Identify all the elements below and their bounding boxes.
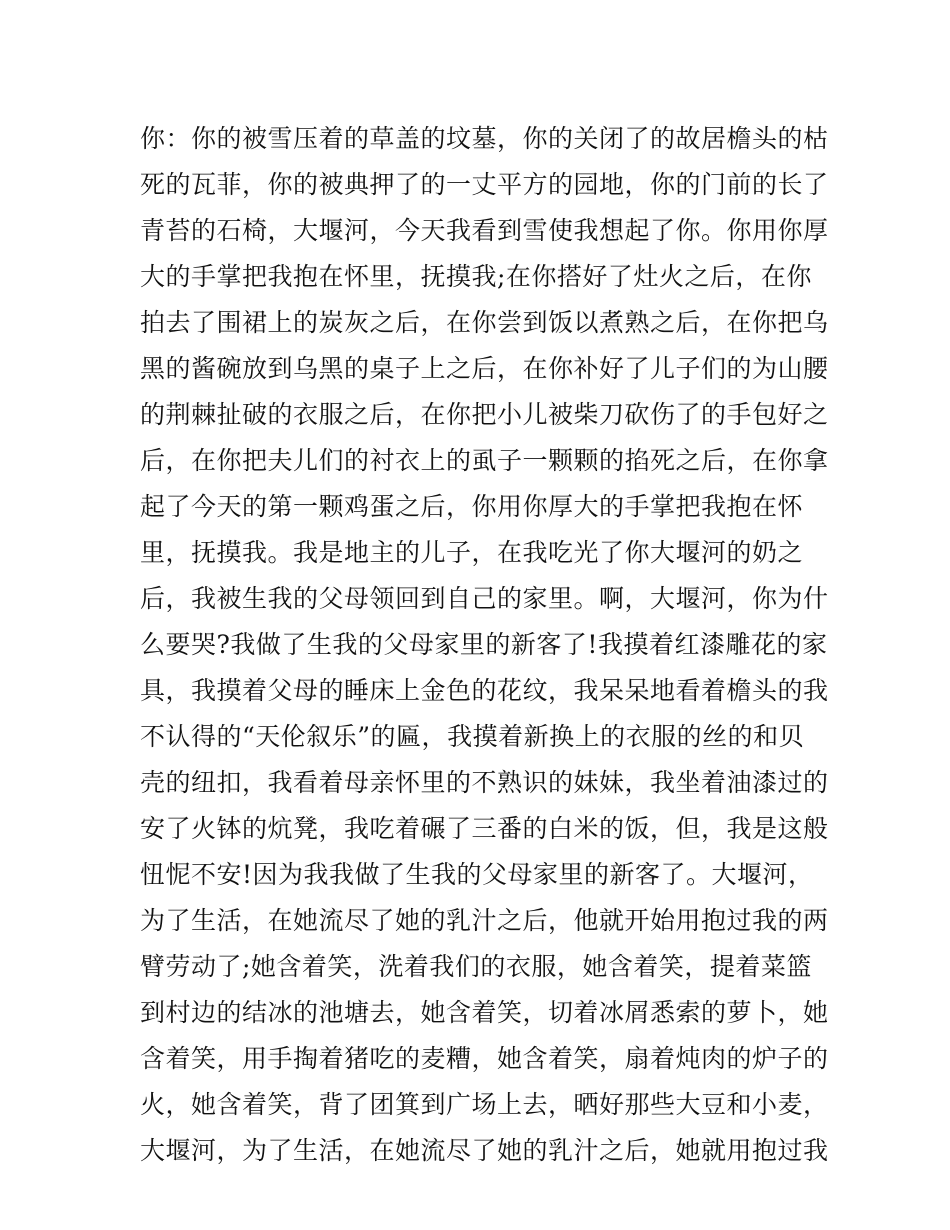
text-line: 么要哭?我做了生我的父母家里的新客了!我摸着红漆雕花的家: [140, 630, 828, 659]
text-line: 火，她含着笑，背了团箕到广场上去，晒好那些大豆和小麦，: [140, 1090, 829, 1119]
text-line: 含着笑，用手掏着猪吃的麦糟，她含着笑，扇着炖肉的炉子的: [140, 1044, 829, 1073]
text-line: 具，我摸着父母的睡床上金色的花纹，我呆呆地看着檐头的我: [140, 676, 829, 705]
text-line: 壳的纽扣，我看着母亲怀里的不熟识的妹妹，我坐着油漆过的: [140, 768, 829, 797]
text-line: 你：你的被雪压着的草盖的坟墓，你的关闭了的故居檐头的枯: [140, 124, 829, 153]
text-line: 起了今天的第一颗鸡蛋之后，你用你厚大的手掌把我抱在怀: [140, 492, 804, 521]
text-line: 死的瓦菲，你的被典押了的一丈平方的园地，你的门前的长了: [140, 170, 829, 199]
text-line: 忸怩不安!因为我我做了生我的父母家里的新客了。大堰河，: [140, 860, 814, 889]
text-line: 安了火钵的炕凳，我吃着碾了三番的白米的饭，但，我是这般: [140, 814, 829, 843]
text-line: 大堰河，为了生活，在她流尽了她的乳汁之后，她就用抱过我: [140, 1136, 829, 1165]
text-line: 青苔的石椅，大堰河，今天我看到雪使我想起了你。你用你厚: [140, 216, 829, 245]
text-line: 的荆棘扯破的衣服之后，在你把小儿被柴刀砍伤了的手包好之: [140, 400, 829, 429]
text-line: 大的手掌把我抱在怀里，抚摸我;在你搭好了灶火之后，在你: [140, 262, 812, 291]
text-line: 后，我被生我的父母领回到自己的家里。啊，大堰河，你为什: [140, 584, 829, 613]
text-line: 黑的酱碗放到乌黑的桌子上之后，在你补好了儿子们的为山腰: [140, 354, 829, 383]
text-line: 里，抚摸我。我是地主的儿子，在我吃光了你大堰河的奶之: [140, 538, 804, 567]
text-line: 臂劳动了;她含着笑，洗着我们的衣服，她含着笑，提着菜篮: [140, 952, 812, 981]
body-text: [140, 116, 829, 1174]
text-line: 不认得的“天伦叙乐”的匾，我摸着新换上的衣服的丝的和贝: [140, 722, 805, 751]
text-line: 到村边的结冰的池塘去，她含着笑，切着冰屑悉索的萝卜，她: [140, 998, 829, 1027]
text-line: 为了生活，在她流尽了她的乳汁之后，他就开始用抱过我的两: [140, 906, 829, 935]
text-line: 后，在你把夫儿们的衬衣上的虱子一颗颗的掐死之后，在你拿: [140, 446, 829, 475]
text-line: 拍去了围裙上的炭灰之后，在你尝到饭以煮熟之后，在你把乌: [140, 308, 829, 337]
